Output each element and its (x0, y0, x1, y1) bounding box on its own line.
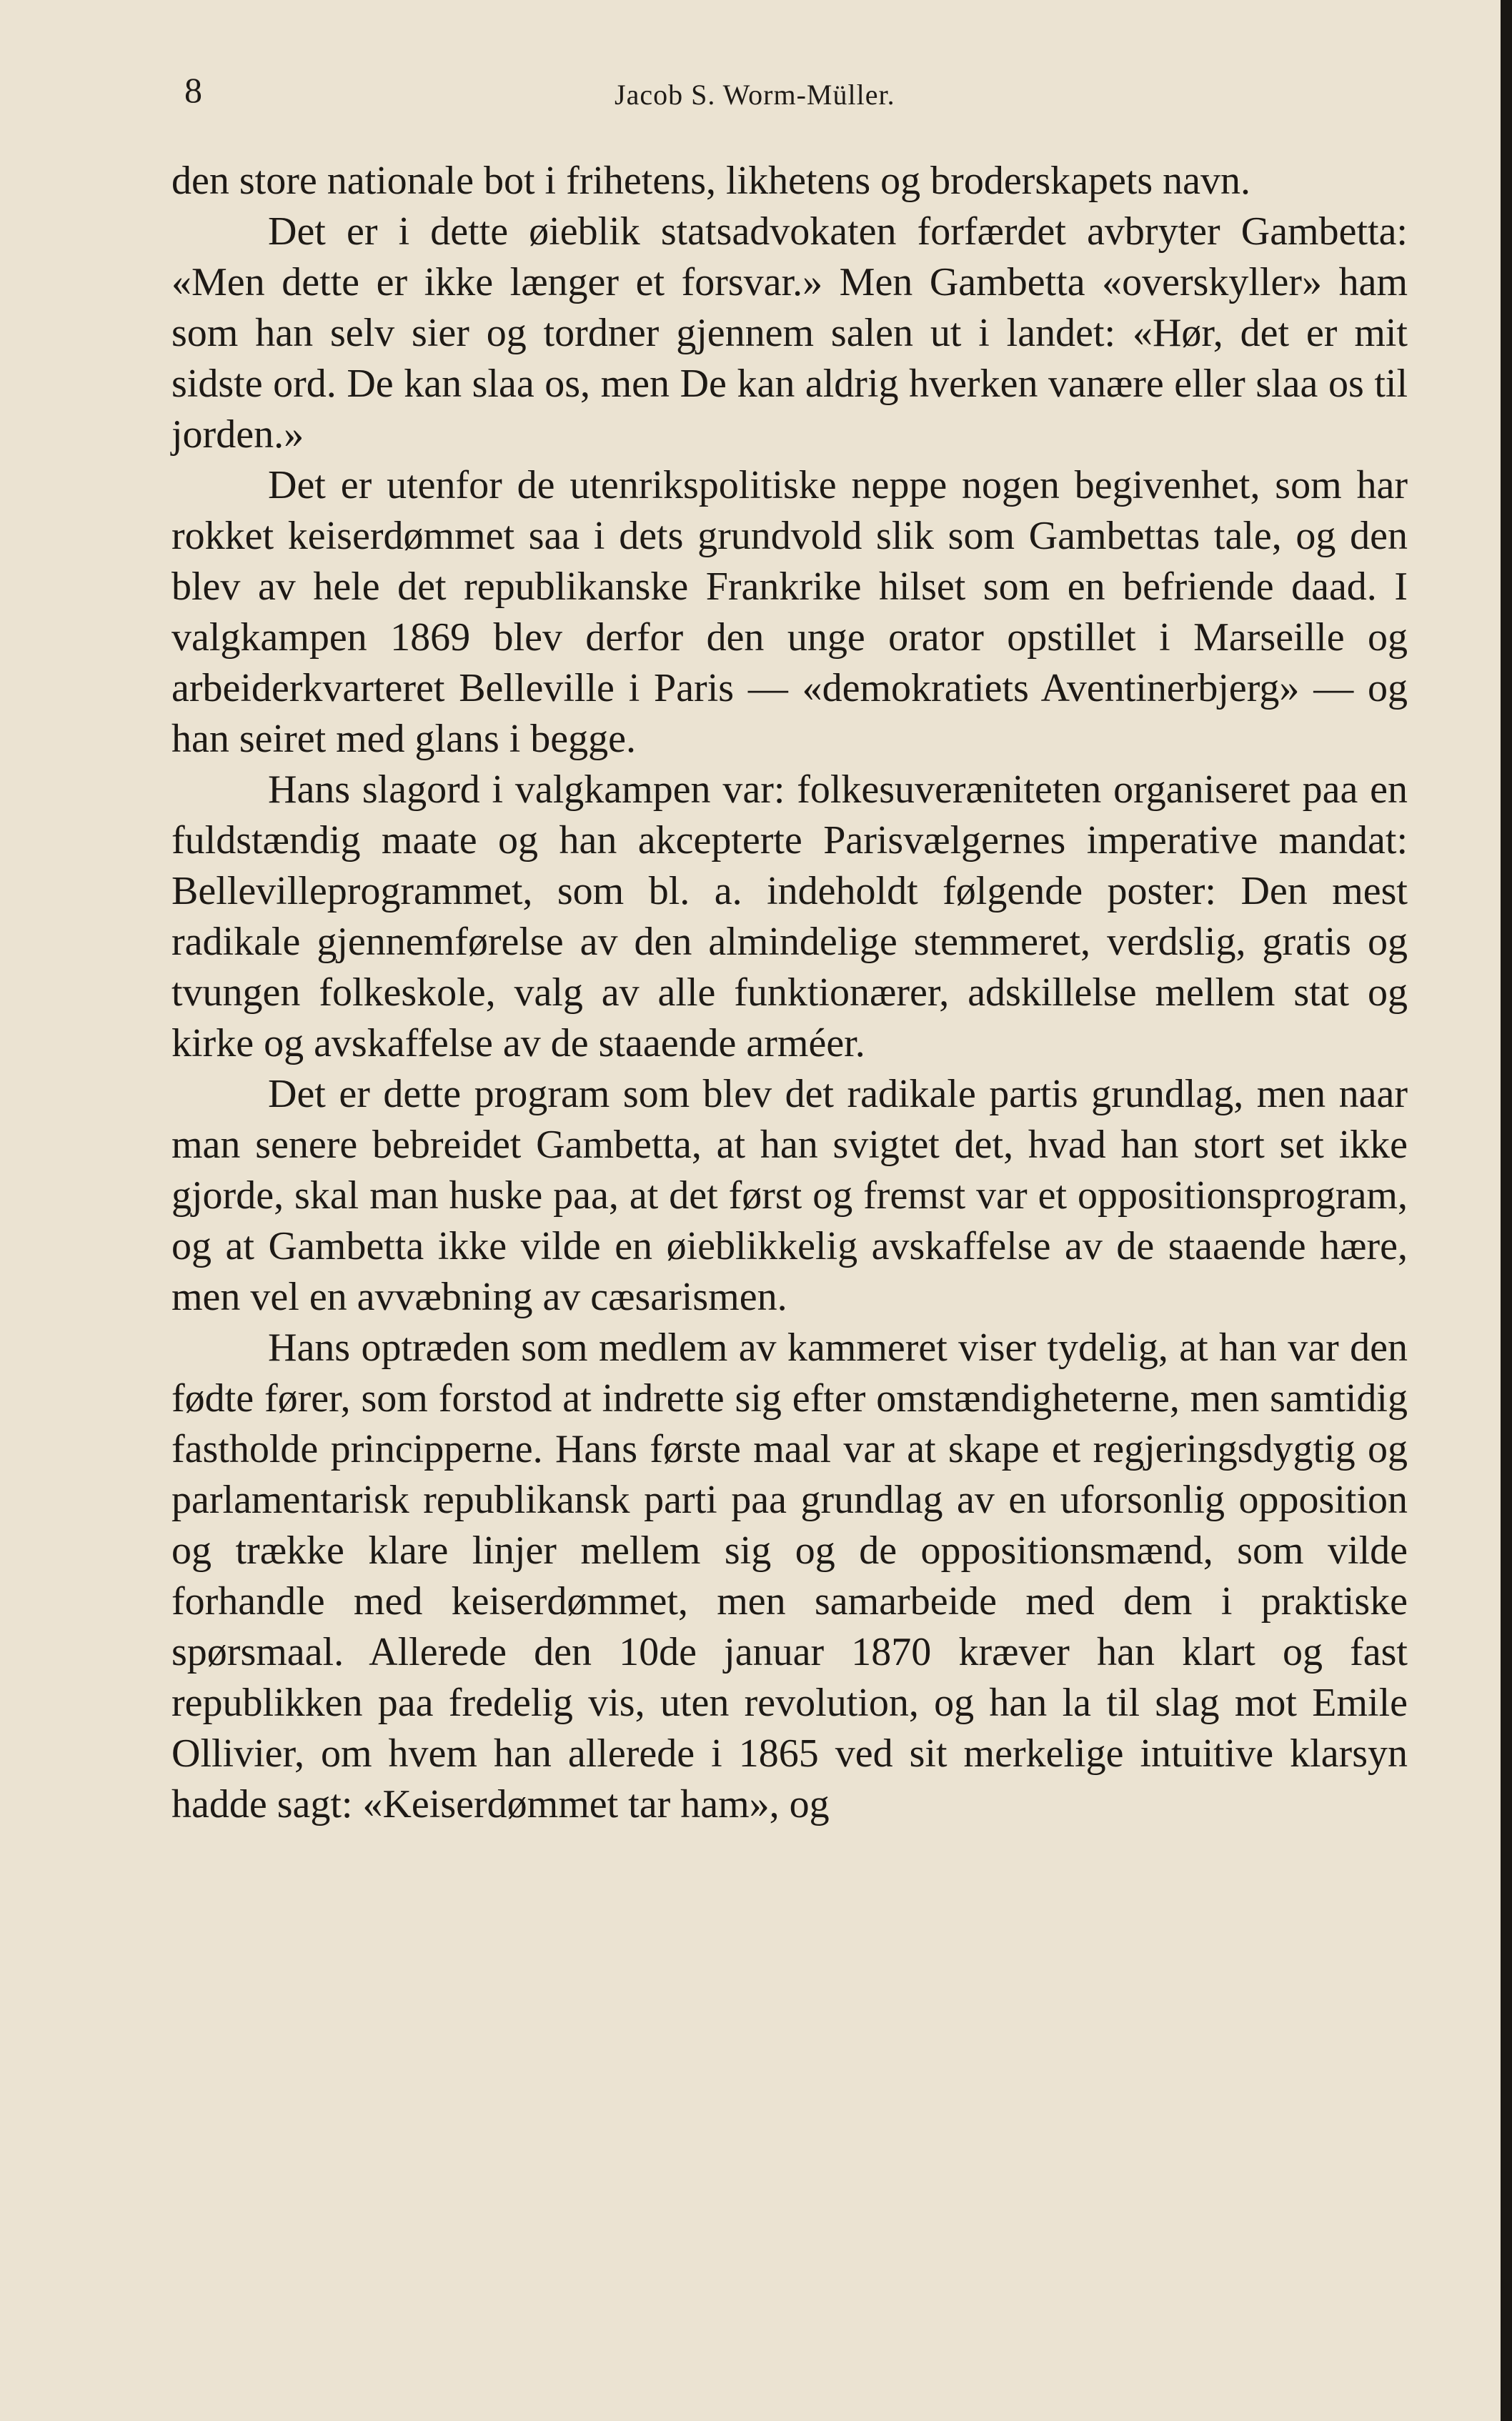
paragraph: Det er dette program som blev det radikale partis grundlag, men naar man senere bebreidet Gambetta, at han svigtet det, hvad han stort set ikke gjorde, skal man huske paa, at det først og fremst var et oppositionsprogram, og at Gambetta ikke vilde en øieblikkelig avskaffelse av de staaende hære, men vel en avvæbning av cæsarismen. (171, 1072, 1408, 1319)
page-number: 8 (184, 70, 202, 110)
paragraph: Det er utenfor de utenrikspolitiske neppe nogen begivenhet, som har rokket keiserdømmet saa i dets grundvold slik som Gambettas tale, og den blev av hele det republikanske Frankrike hilset som en befriende daad. I valgkampen 1869 blev derfor den unge orator opstillet i Marseille og arbeiderkvarteret Belleville i Paris — «demokratiets Aventinerbjerg» — og han seiret med glans i begge. (171, 463, 1408, 761)
page-edge-shadow (1501, 0, 1512, 2421)
paragraph: Hans optræden som medlem av kammeret viser tydelig, at han var den fødte fører, som forstod at indrette sig efter omstændigheterne, men samtidig fastholde principperne. Hans første maal var at skape et regjeringsdygtig og parlamentarisk republikansk parti paa grundlag av en uforsonlig opposition og trække klare linjer mellem sig og de oppositionsmænd, som vilde forhandle med keiserdømmet, men samarbeide med dem i praktiske spørsmaal. Allerede den 10de januar 1870 kræver han klart og fast republikken paa fredelig vis, uten revolution, og han la til slag mot Emile Ollivier, om hvem han allerede i 1865 ved sit merkelige intuitive klarsyn hadde sagt: «Keiserdømmet tar ham», og (171, 1326, 1408, 1826)
body-text (171, 156, 1408, 1830)
paragraph: Det er i dette øieblik statsadvokaten forfærdet avbryter Gambetta: «Men dette er ikke længer et forsvar.» Men Gambetta «overskyller» ham som han selv sier og tordner gjennem salen ut i landet: «Hør, det er mit sidste ord. De kan slaa os, men De kan aldrig hverken vanære eller slaa os til jorden.» (171, 209, 1408, 457)
paragraph: Hans slagord i valgkampen var: folkesuveræniteten organiseret paa en fuldstændig maate og han akcepterte Parisvælgernes imperative mandat: Bellevilleprogrammet, som bl. a. indeholdt følgende poster: Den mest radikale gjennemførelse av den almindelige stemmeret, verdslig, gratis og tvungen folkeskole, valg av alle funktionærer, adskillelse mellem stat og kirke og avskaffelse av de staaende arméer. (171, 767, 1408, 1065)
page-header (179, 69, 1293, 126)
paragraph: den store nationale bot i frihetens, likhetens og broderskapets navn. (171, 159, 1251, 203)
running-head: Jacob S. Worm-Müller. (615, 79, 895, 111)
